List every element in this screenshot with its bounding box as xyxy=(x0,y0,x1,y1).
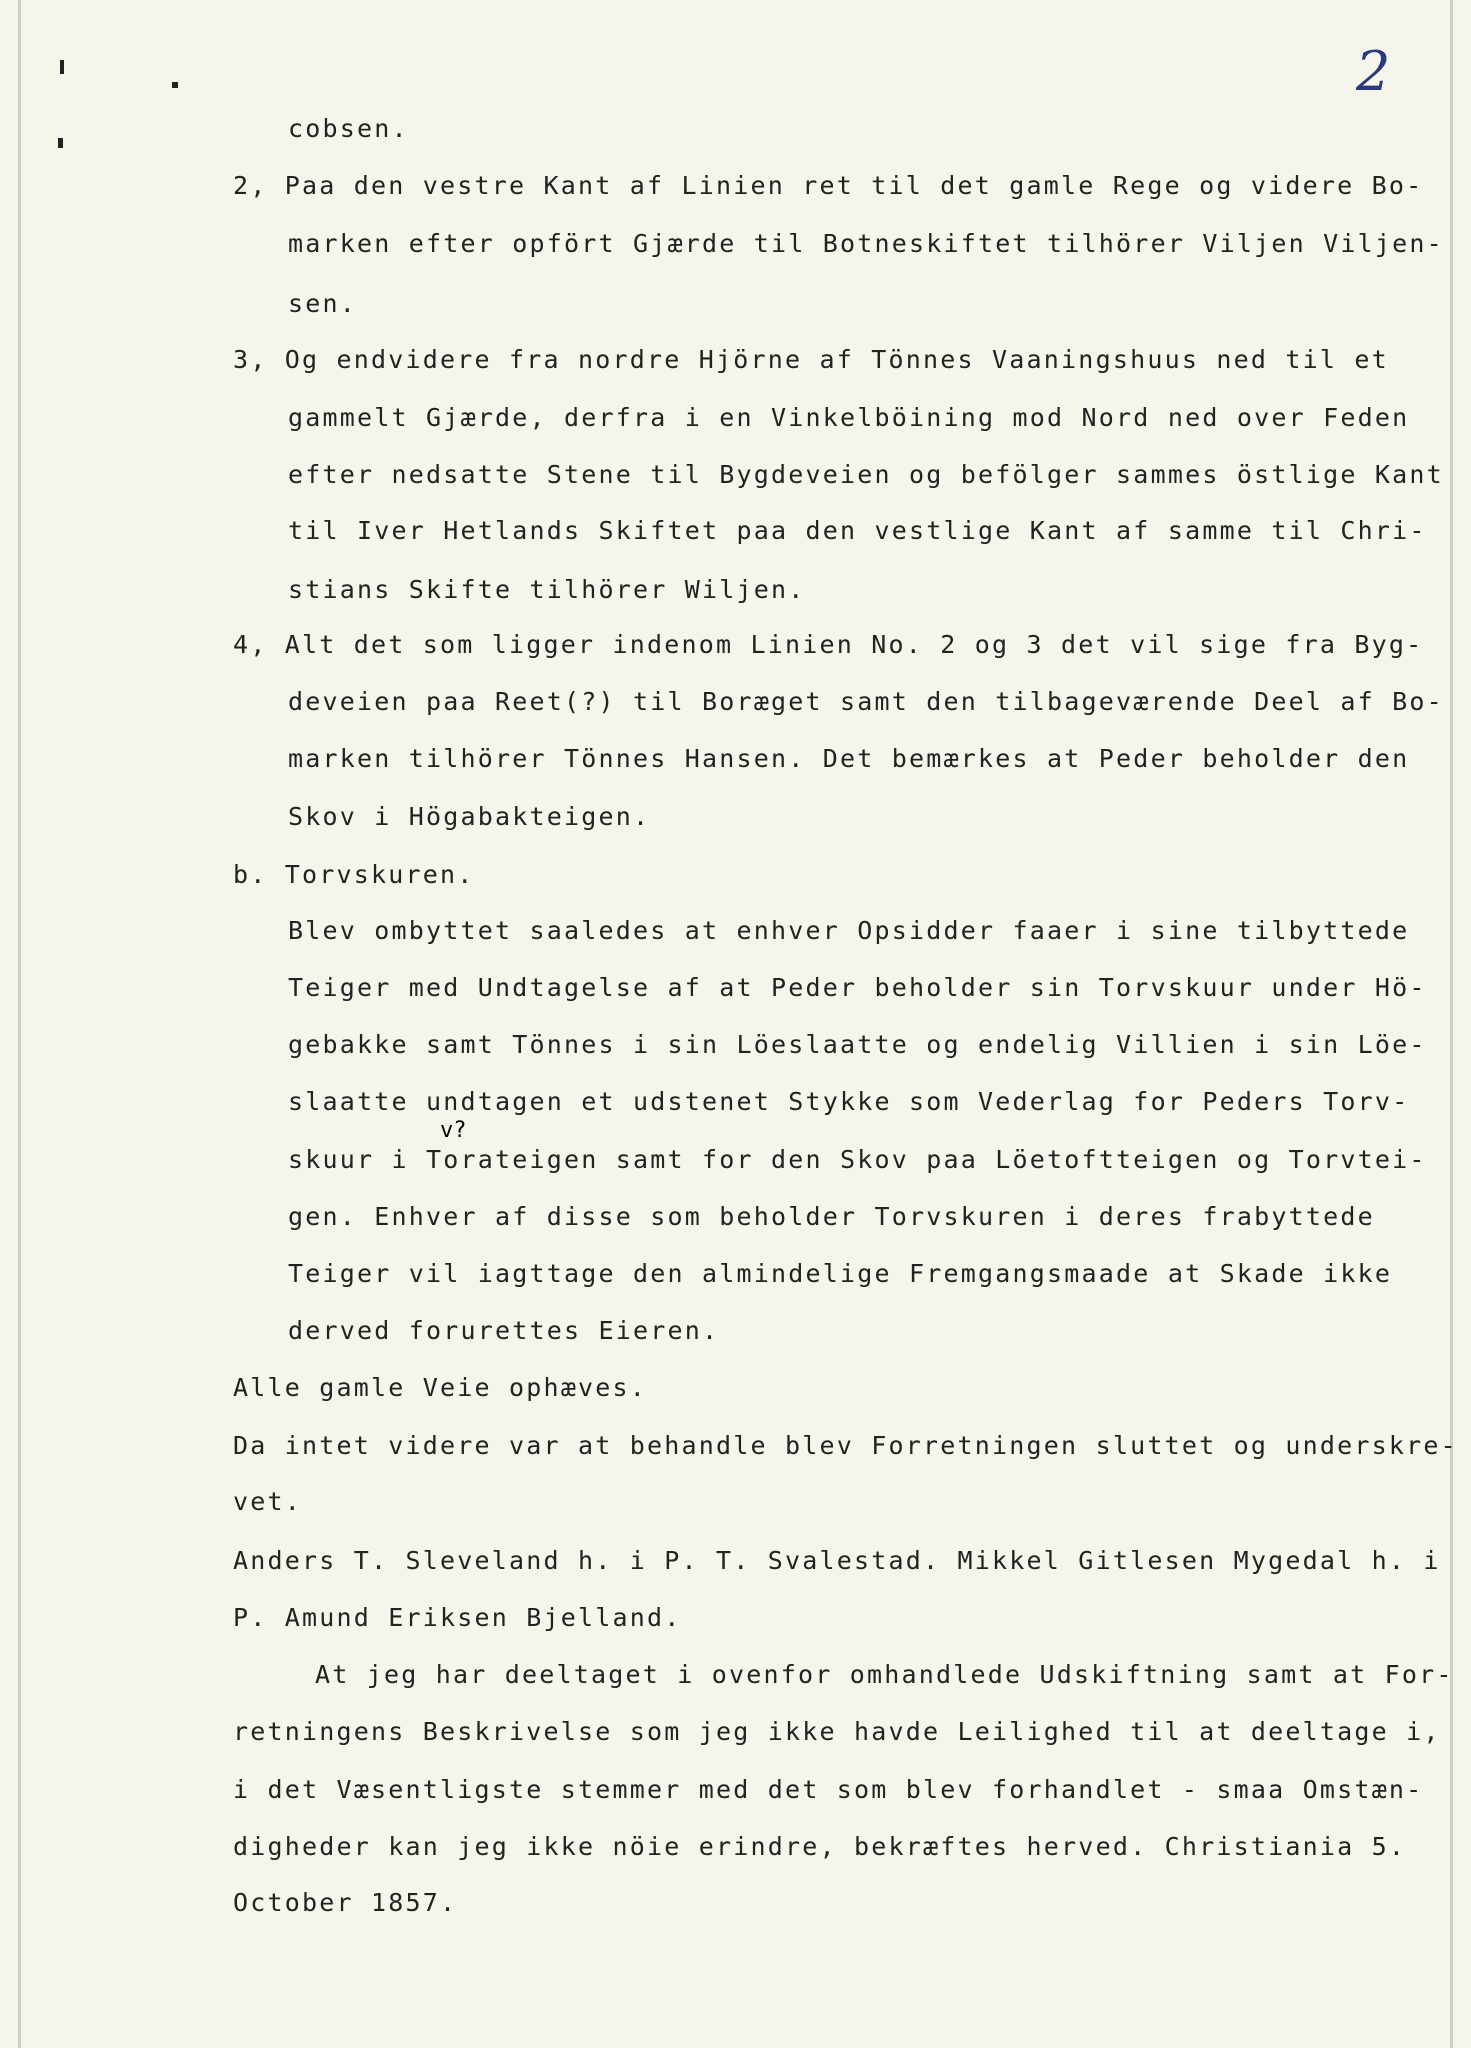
text-line: stians Skifte tilhörer Wiljen. xyxy=(288,575,806,604)
date-line: October 1857. xyxy=(233,1888,458,1917)
punch-mark xyxy=(172,82,178,88)
text-line: sen. xyxy=(288,289,358,318)
text-line: Blev ombyttet saaledes at enhver Opsidder faaer i sine tilbyttede xyxy=(288,916,1410,945)
text-line: marken efter opfört Gjærde til Botneskiftet tilhörer Viljen Viljen- xyxy=(288,229,1444,258)
text-line: marken tilhörer Tönnes Hansen. Det bemærkes at Peder beholder den xyxy=(288,744,1410,773)
text-line: cobsen. xyxy=(288,114,409,143)
text-line: gen. Enhver af disse som beholder Torvskuren i deres frabyttede xyxy=(288,1202,1375,1231)
text-line: gammelt Gjærde, derfra i en Vinkelböining mod Nord ned over Feden xyxy=(288,403,1410,432)
text-line: digheder kan jeg ikke nöie erindre, bekræftes herved. Christiania 5. xyxy=(233,1832,1407,1861)
text-line: At jeg har deeltaget i ovenfor omhandlede Udskiftning samt at For- xyxy=(315,1660,1454,1689)
text-line: Skov i Högabakteigen. xyxy=(288,802,651,831)
text-line: til Iver Hetlands Skiftet paa den vestlige Kant af samme til Chri- xyxy=(288,516,1427,545)
text-line: 2, Paa den vestre Kant af Linien ret til det gamle Rege og videre Bo- xyxy=(233,171,1424,200)
text-line: slaatte undtagen et udstenet Stykke som Vederlag for Peders Torv- xyxy=(288,1087,1410,1116)
section-heading: b. Torvskuren. xyxy=(233,860,475,889)
text-line: retningens Beskrivelse som jeg ikke havde Leilighed til at deeltage i, xyxy=(233,1717,1441,1746)
margin-annotation: v? xyxy=(440,1118,467,1143)
text-line: 3, Og endvidere fra nordre Hjörne af Tönnes Vaaningshuus ned til et xyxy=(233,345,1389,374)
page-edge-right xyxy=(1450,0,1453,2048)
text-line: efter nedsatte Stene til Bygdeveien og befölger sammes östlige Kant xyxy=(288,460,1444,489)
punch-mark xyxy=(58,138,63,148)
text-line: derved forurettes Eieren. xyxy=(288,1316,720,1345)
text-line: skuur i Torateigen samt for den Skov paa Löetoftteigen og Torvtei- xyxy=(288,1145,1427,1174)
text-line: deveien paa Reet(?) til Boræget samt den tilbageværende Deel af Bo- xyxy=(288,687,1444,716)
signature-line: Anders T. Sleveland h. i P. T. Svalestad. Mikkel Gitlesen Mygedal h. i xyxy=(233,1546,1441,1575)
text-line: Da intet videre var at behandle blev Forretningen sluttet og underskre- xyxy=(233,1431,1458,1460)
text-line: Alle gamle Veie ophæves. xyxy=(233,1373,648,1402)
page-number: 2 xyxy=(1356,40,1391,103)
page-edge-left xyxy=(18,0,21,2048)
text-line: Teiger med Undtagelse af at Peder beholder sin Torvskuur under Hö- xyxy=(288,973,1427,1002)
text-line: vet. xyxy=(233,1487,303,1516)
text-line: Teiger vil iagttage den almindelige Fremgangsmaade at Skade ikke xyxy=(288,1259,1393,1288)
punch-mark xyxy=(60,60,64,74)
signature-line: P. Amund Eriksen Bjelland. xyxy=(233,1603,682,1632)
text-line: gebakke samt Tönnes i sin Löeslaatte og endelig Villien i sin Löe- xyxy=(288,1030,1427,1059)
text-line: i det Væsentligste stemmer med det som blev forhandlet - smaa Omstæn- xyxy=(233,1775,1424,1804)
text-line: 4, Alt det som ligger indenom Linien No. 2 og 3 det vil sige fra Byg- xyxy=(233,630,1424,659)
